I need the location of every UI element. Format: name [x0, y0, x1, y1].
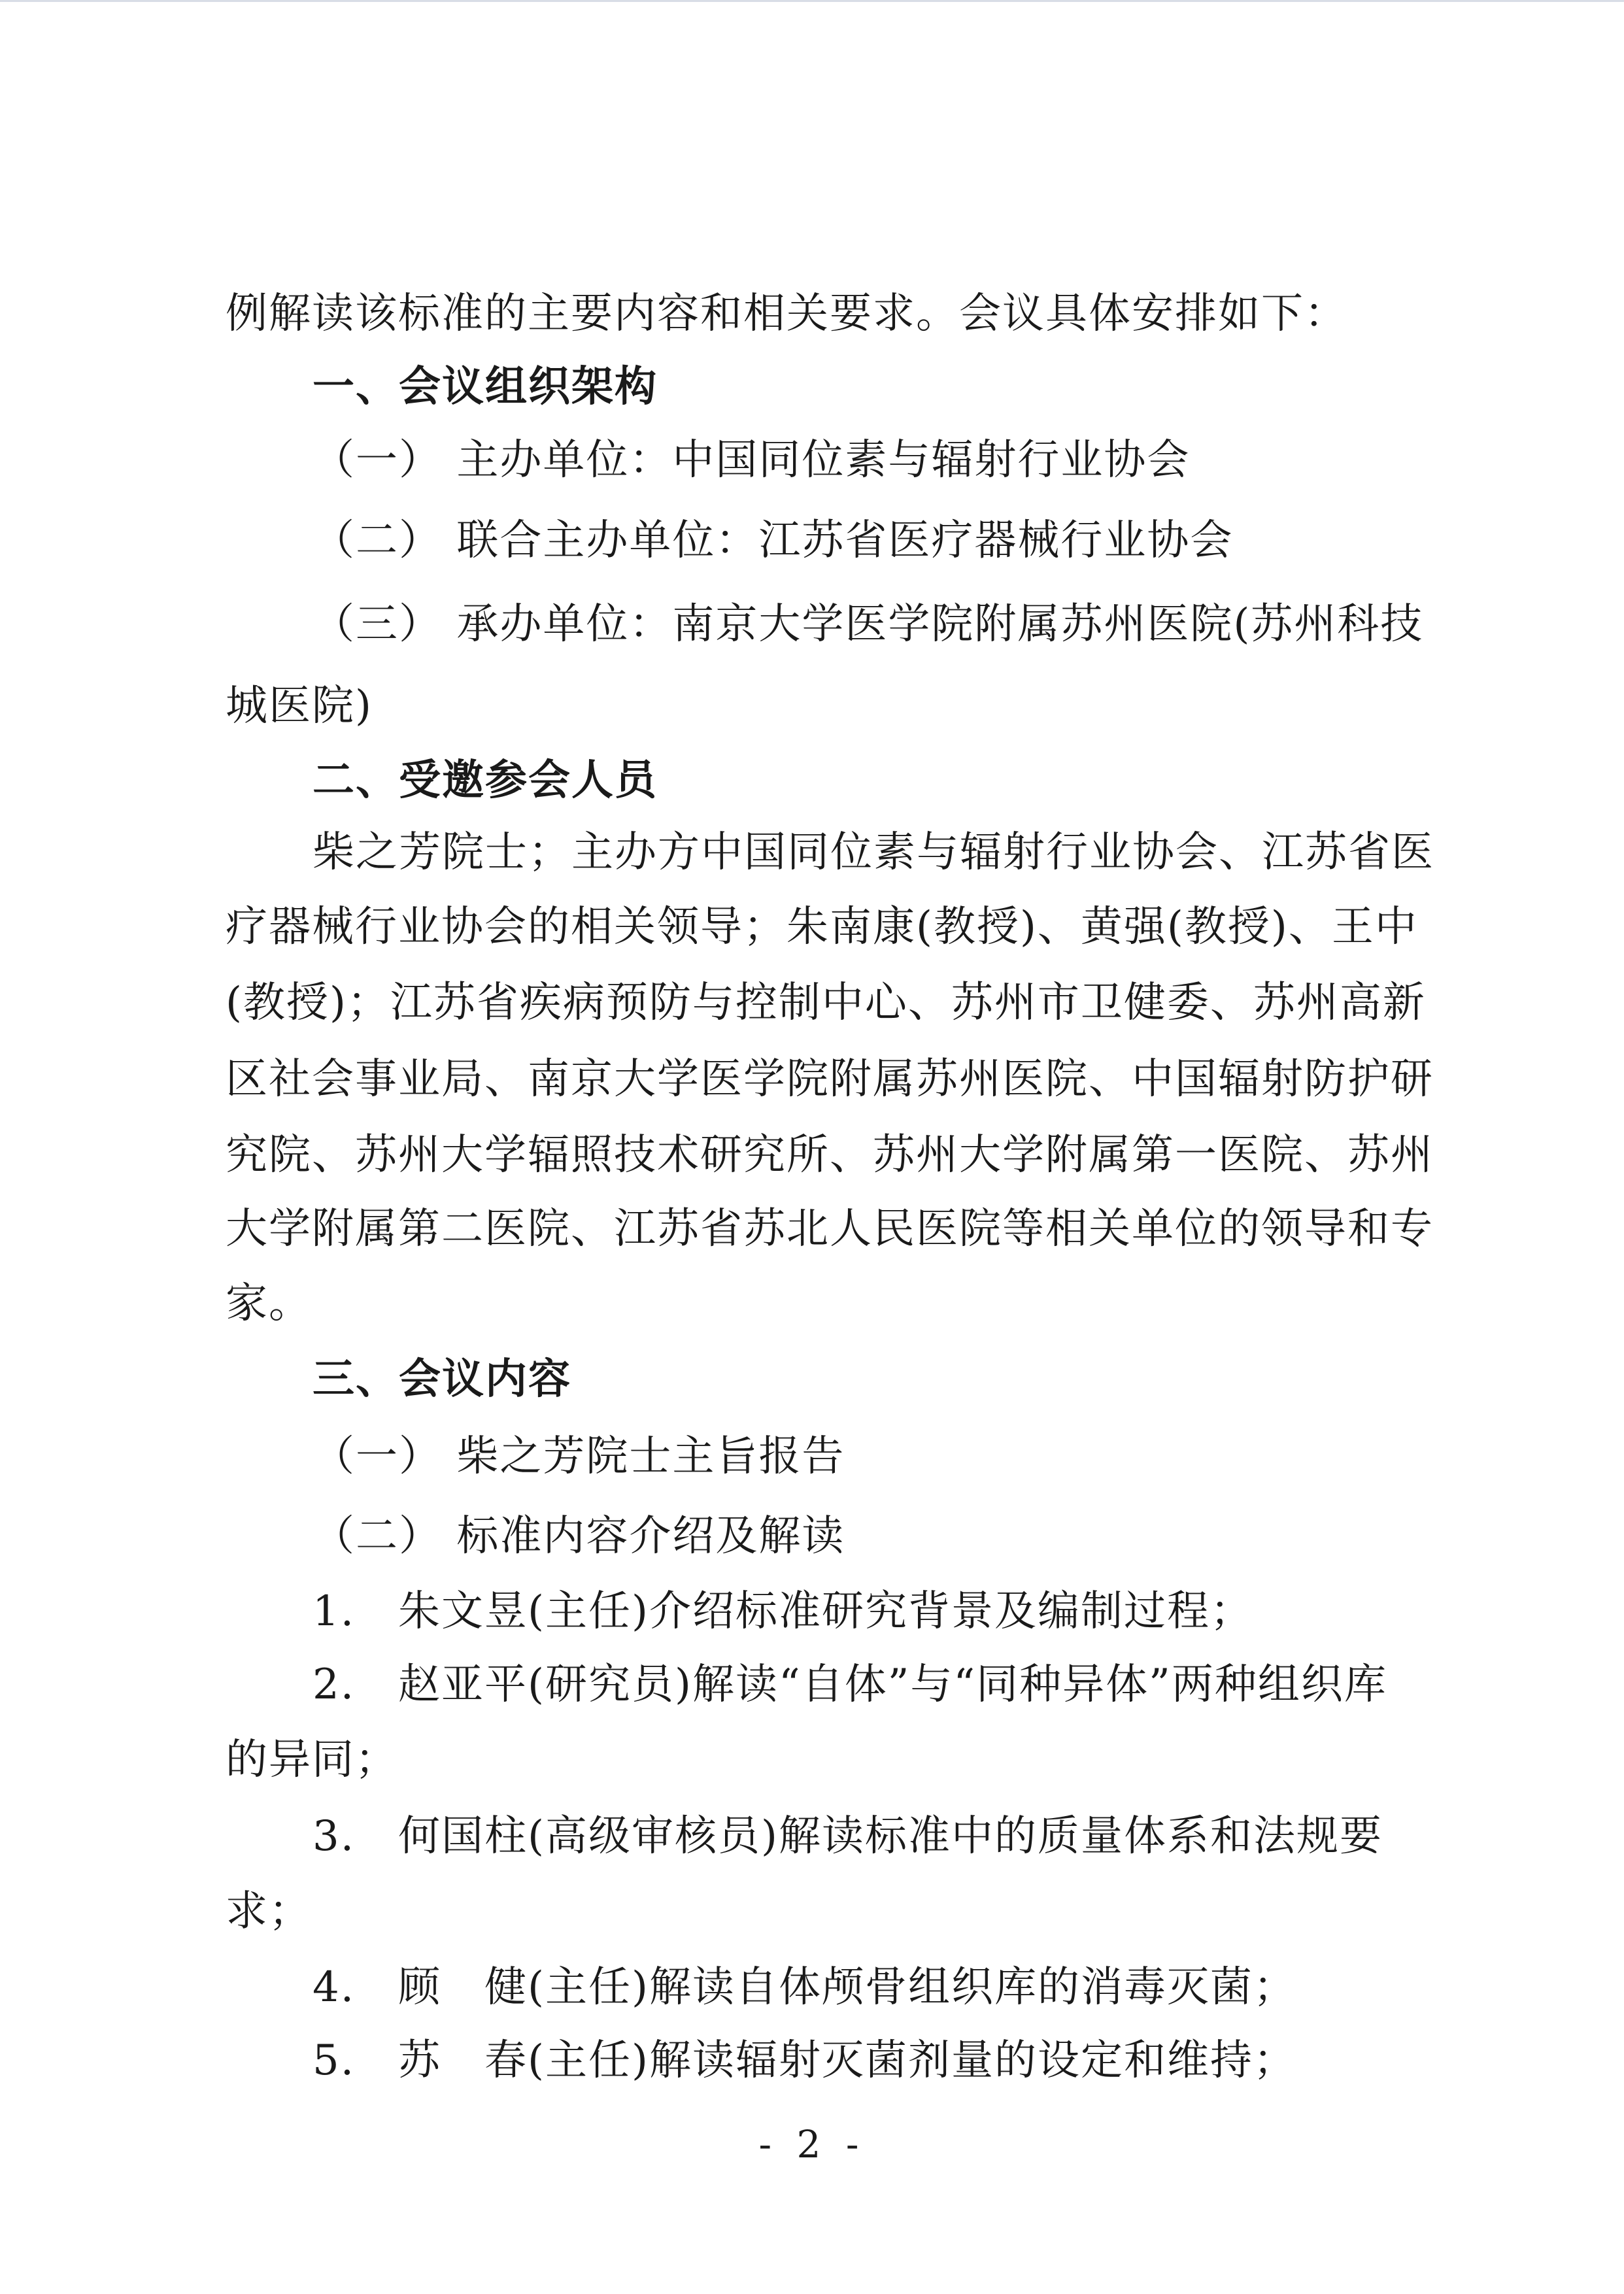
page-number: - 2 -	[758, 2122, 866, 2167]
scan-top-edge	[0, 0, 1624, 2]
document-page: 例解读该标准的主要内容和相关要求。会议具体安排如下： 一、会议组织架构 （一） 主办单位：中国同位素与辐射行业协会 （二） 联合主办单位：江苏省医疗器械行业协会 （三） 承办单位：南京大学医学院附属苏州医院(苏州科技 城医院) 二、受邀参会人员 柴之芳院士；主办方中国同位素与辐射行业协会、江苏省医 疗器械行业协会的相关领导；朱南康(教授)、黄强(教授)、王中 (教授)；江苏省疾病预防与控制中心、苏州市卫健委、苏州高新 区社会事业局、南京大学医学院附属苏州医院、中国辐射防护研 究院、苏州大学辐照技术研究所、苏州大学附属第一医院、苏州 大学附属第二医院、江苏省苏北人民医院等相关单位的领导和专 家。 三、会议内容 （一） 柴之芳院士主旨报告 （二） 标准内容介绍及解读 1. 朱文昱(主任)介绍标准研究背景及编制过程； 2. 赵亚平(研究员)解读“自体”与“同种异体”两种组织库 的异同； 3. 何国柱(高级审核员)解读标准中的质量体系和法规要 求； 4. 顾 健(主任)解读自体颅骨组织库的消毒灭菌； 5. 苏 春(主任)解读辐射灭菌剂量的设定和维持； - 2 -	[0, 0, 1624, 2294]
